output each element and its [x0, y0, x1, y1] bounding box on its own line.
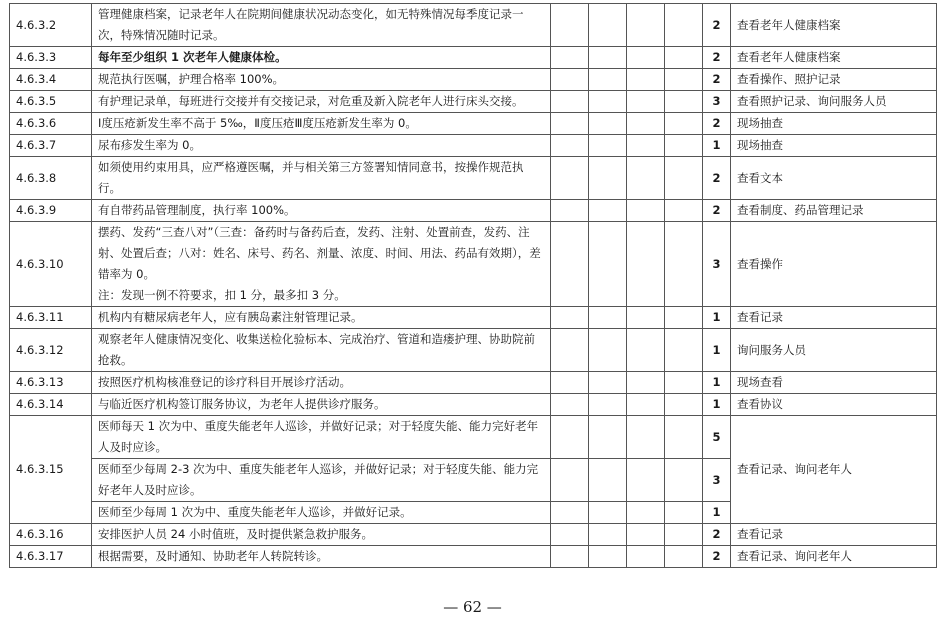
- item-code: 4.6.3.5: [10, 91, 92, 113]
- requirement-text: 如须使用约束用具，应严格遵医嘱，并与相关第三方签署知情同意书，按操作规范执行。: [92, 157, 551, 200]
- item-code: 4.6.3.10: [10, 222, 92, 307]
- requirement-text: 规范执行医嘱，护理合格率 100%。: [92, 69, 551, 91]
- standards-table: [9, 3, 937, 568]
- item-code: 4.6.3.17: [10, 546, 92, 568]
- score: 2: [703, 546, 731, 568]
- check-method: 查看记录、询问老年人: [731, 546, 937, 568]
- item-code: 4.6.3.3: [10, 47, 92, 69]
- table-row: [10, 69, 937, 91]
- table-row: [10, 372, 937, 394]
- requirement-text: 每年至少组织 1 次老年人健康体检。: [92, 47, 551, 69]
- check-method: 现场查看: [731, 372, 937, 394]
- check-method: 查看操作: [731, 222, 937, 307]
- requirement-text: 观察老年人健康情况变化、收集送检化验标本、完成治疗、管道和造瘘护理、协助院前抢救。: [92, 329, 551, 372]
- requirement-text: 有自带药品管理制度，执行率 100%。: [92, 200, 551, 222]
- requirement-text: 医师至少每周 1 次为中、重度失能老年人巡诊，并做好记录。: [92, 502, 551, 524]
- check-method: 查看记录、询问老年人: [731, 416, 937, 524]
- check-method: 查看制度、药品管理记录: [731, 200, 937, 222]
- item-code: 4.6.3.16: [10, 524, 92, 546]
- item-code: 4.6.3.11: [10, 307, 92, 329]
- item-code: 4.6.3.4: [10, 69, 92, 91]
- item-code: 4.6.3.2: [10, 4, 92, 47]
- score: 3: [703, 459, 731, 502]
- requirement-text: 摆药、发药“三查八对”（三查：备药时与备药后查，发药、注射、处置前查，发药、注射、处置后查；八对：姓名、床号、药名、剂量、浓度、时间、用法、药品有效期），差错率为 0。: [98, 225, 541, 281]
- requirement-text: 尿布疹发生率为 0。: [92, 135, 551, 157]
- check-method: 查看老年人健康档案: [731, 47, 937, 69]
- score: 3: [703, 222, 731, 307]
- item-code: 4.6.3.7: [10, 135, 92, 157]
- requirement-text: Ⅰ度压疮新发生率不高于 5‰，Ⅱ度压疮Ⅲ度压疮新发生率为 0。: [92, 113, 551, 135]
- check-method: 现场抽查: [731, 113, 937, 135]
- score: 1: [703, 372, 731, 394]
- check-method: 查看老年人健康档案: [731, 4, 937, 47]
- item-code: 4.6.3.8: [10, 157, 92, 200]
- item-code: 4.6.3.13: [10, 372, 92, 394]
- table-row: [10, 135, 937, 157]
- score: 1: [703, 502, 731, 524]
- check-method: 现场抽查: [731, 135, 937, 157]
- check-method: 询问服务人员: [731, 329, 937, 372]
- score: 2: [703, 69, 731, 91]
- requirement-text: 医师至少每周 2-3 次为中、重度失能老年人巡诊，并做好记录；对于轻度失能、能力完好老年人及时应诊。: [92, 459, 551, 502]
- table-row: [10, 157, 937, 200]
- check-method: 查看记录: [731, 307, 937, 329]
- requirement-note: 注：发现一例不符要求，扣 1 分，最多扣 3 分。: [98, 288, 346, 302]
- table-row: [10, 546, 937, 568]
- score: 1: [703, 394, 731, 416]
- requirement-text: 安排医护人员 24 小时值班，及时提供紧急救护服务。: [92, 524, 551, 546]
- table-row: [10, 394, 937, 416]
- score: 2: [703, 4, 731, 47]
- check-method: 查看照护记录、询问服务人员: [731, 91, 937, 113]
- requirement-text: 管理健康档案，记录老年人在院期间健康状况动态变化，如无特殊情况每季度记录一次，特殊情况随时记录。: [92, 4, 551, 47]
- table-row: [10, 91, 937, 113]
- item-code: 4.6.3.12: [10, 329, 92, 372]
- table-row: [10, 4, 937, 47]
- table-row: [10, 113, 937, 135]
- requirement-text: 医师每天 1 次为中、重度失能老年人巡诊，并做好记录；对于轻度失能、能力完好老年人及时应诊。: [92, 416, 551, 459]
- score: 2: [703, 200, 731, 222]
- requirement-text: 按照医疗机构核准登记的诊疗科目开展诊疗活动。: [92, 372, 551, 394]
- check-method: 查看协议: [731, 394, 937, 416]
- table-row: [10, 47, 937, 69]
- requirement-text: 与临近医疗机构签订服务协议，为老年人提供诊疗服务。: [92, 394, 551, 416]
- table-row: [10, 416, 937, 459]
- score: 1: [703, 307, 731, 329]
- check-method: 查看操作、照护记录: [731, 69, 937, 91]
- table-row: [10, 222, 937, 307]
- score: 2: [703, 157, 731, 200]
- requirement-cell: [92, 222, 551, 307]
- score: 2: [703, 524, 731, 546]
- requirement-text: 机构内有糖尿病老年人，应有胰岛素注射管理记录。: [92, 307, 551, 329]
- check-method: 查看文本: [731, 157, 937, 200]
- requirement-text: 根据需要，及时通知、协助老年人转院转诊。: [92, 546, 551, 568]
- table-row: [10, 307, 937, 329]
- page-number: — 62 —: [443, 598, 502, 616]
- item-code: 4.6.3.9: [10, 200, 92, 222]
- score: 1: [703, 329, 731, 372]
- item-code: 4.6.3.6: [10, 113, 92, 135]
- score: 2: [703, 47, 731, 69]
- score: 5: [703, 416, 731, 459]
- table-row: [10, 524, 937, 546]
- item-code: 4.6.3.14: [10, 394, 92, 416]
- requirement-text: 有护理记录单，每班进行交接并有交接记录，对危重及新入院老年人进行床头交接。: [92, 91, 551, 113]
- score: 2: [703, 113, 731, 135]
- score: 1: [703, 135, 731, 157]
- score: 3: [703, 91, 731, 113]
- table-row: [10, 329, 937, 372]
- check-method: 查看记录: [731, 524, 937, 546]
- table-row: [10, 200, 937, 222]
- item-code: 4.6.3.15: [10, 416, 92, 524]
